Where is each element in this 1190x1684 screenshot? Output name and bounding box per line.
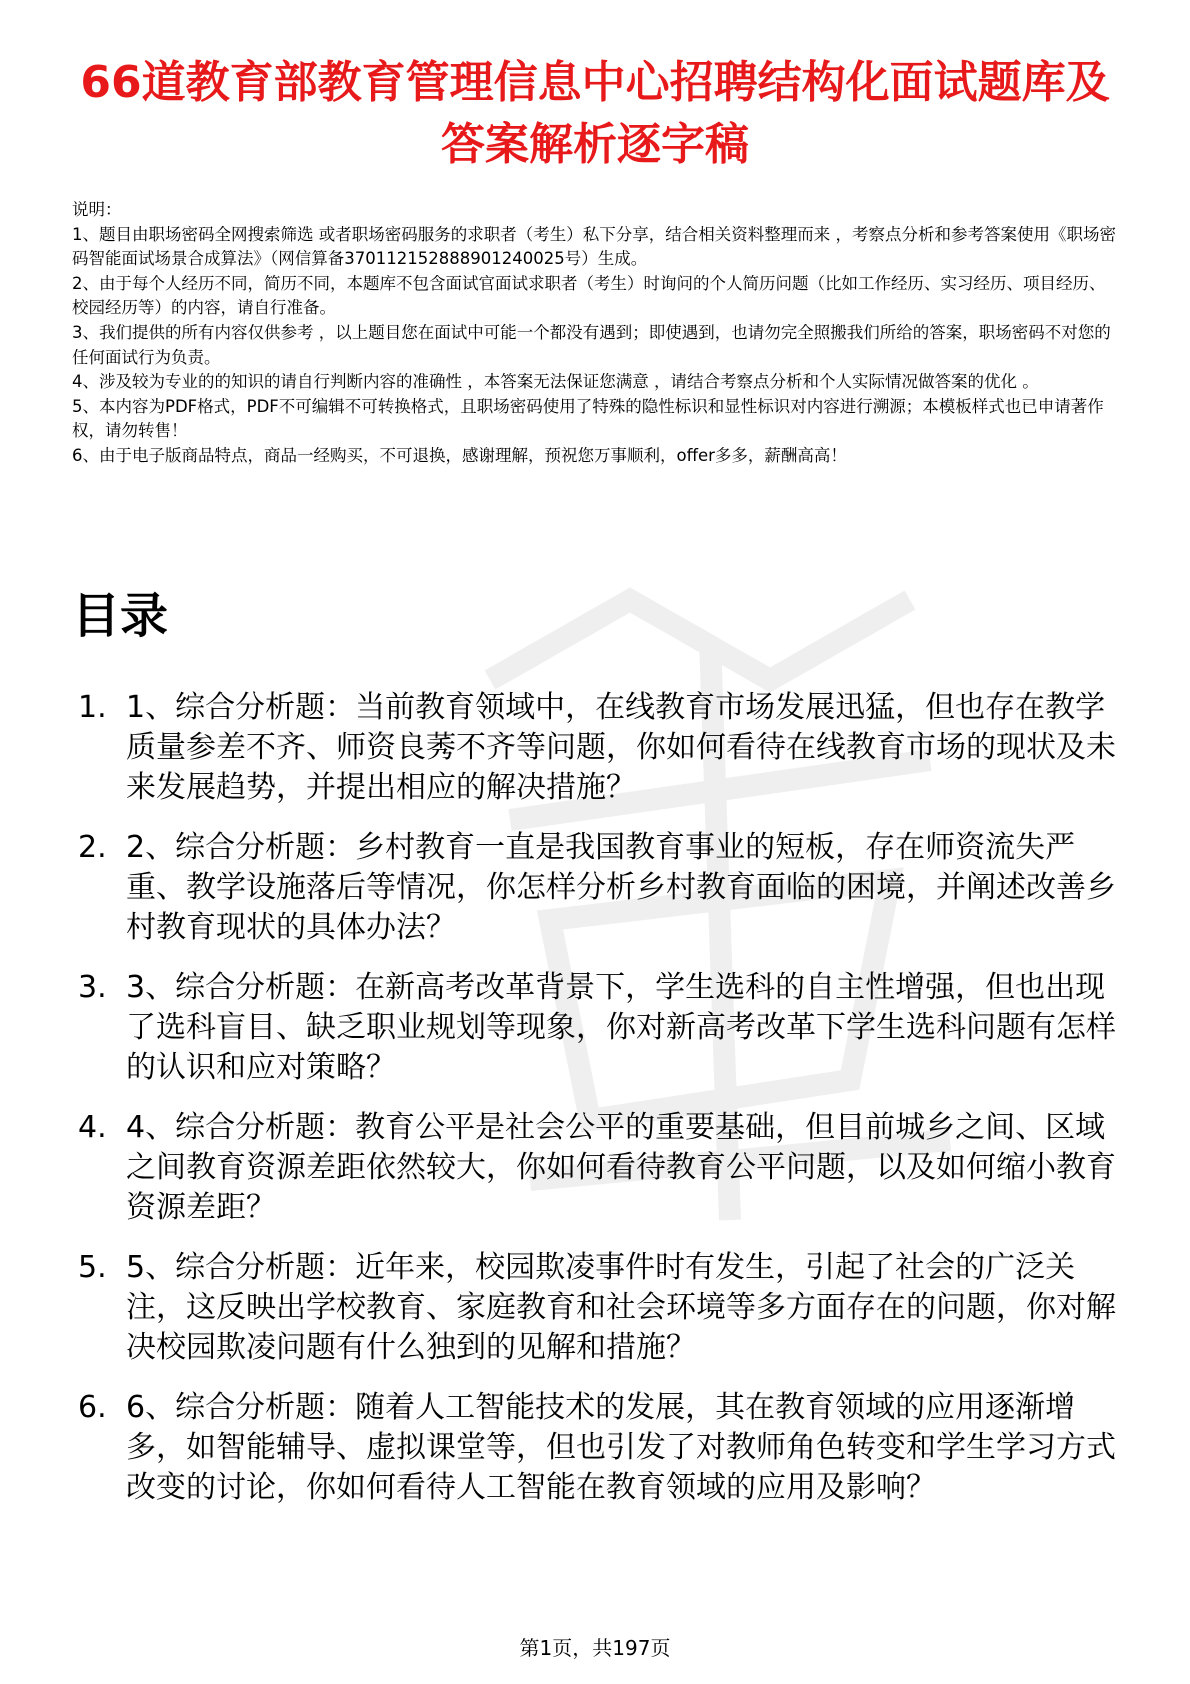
note-item-6: 6、由于电子版商品特点，商品一经购买，不可退换，感谢理解，预祝您万事顺利，offer多多，薪酬高高！ [72, 445, 847, 465]
toc-item[interactable] [72, 828, 1120, 948]
note-item-2: 2、由于每个人经历不同，简历不同，本题库不包含面试官面试求职者（考生）时询问的个人简历问题（比如工作经历、实习经历、项目经历、校园经历等）的内容，请自行准备。 [72, 273, 1106, 318]
notes-heading: 说明： [72, 200, 122, 219]
toc-item-number: 3. [78, 970, 107, 1005]
page-footer: 第1页，共197页 [519, 1636, 671, 1660]
toc-item-number: 5. [78, 1250, 107, 1285]
toc-item[interactable] [72, 968, 1120, 1088]
toc-item-text[interactable]: 2、综合分析题：乡村教育一直是我国教育事业的短板，存在师资流失严重、教学设施落后等情况，你怎样分析乡村教育面临的困境，并阐述改善乡村教育现状的具体办法？ [126, 830, 1116, 945]
note-item-3: 3、我们提供的所有内容仅供参考 ，以上题目您在面试中可能一个都没有遇到；即使遇到，也请勿完全照搬我们所给的答案，职场密码不对您的任何面试行为负责。 [72, 322, 1111, 367]
toc-item-number: 1. [78, 690, 107, 725]
document-title: 66道教育部教育管理信息中心招聘结构化面试题库及答案解析逐字稿 [80, 57, 1110, 170]
toc-item-text[interactable]: 1、综合分析题：当前教育领域中，在线教育市场发展迅猛，但也存在教学质量参差不齐、师资良莠不齐等问题，你如何看待在线教育市场的现状及未来发展趋势，并提出相应的解决措施？ [126, 690, 1116, 805]
note-item-5: 5、本内容为PDF格式，PDF不可编辑不可转换格式，且职场密码使用了特殊的隐性标识和显性标识对内容进行溯源；本模板样式也已申请著作权，请勿转售！ [72, 396, 1104, 441]
toc-item-text[interactable]: 6、综合分析题：随着人工智能技术的发展，其在教育领域的应用逐渐增多，如智能辅导、虚拟课堂等，但也引发了对教师角色转变和学生学习方式改变的讨论，你如何看待人工智能在教育领域的应用及影响？ [126, 1390, 1116, 1505]
toc-item[interactable] [72, 688, 1120, 808]
toc-item[interactable] [72, 1108, 1120, 1228]
toc-heading: 目录 [72, 588, 169, 644]
toc-item[interactable] [72, 1388, 1120, 1508]
toc-item[interactable] [72, 1248, 1120, 1368]
notes-section [72, 198, 1118, 469]
toc-item-text[interactable]: 3、综合分析题：在新高考改革背景下，学生选科的自主性增强，但也出现了选科盲目、缺乏职业规划等现象，你对新高考改革下学生选科问题有怎样的认识和应对策略？ [126, 970, 1116, 1085]
note-item-1: 1、题目由职场密码全网搜索筛选 或者职场密码服务的求职者（考生）私下分享，结合相关资料整理而来 ，考察点分析和参考答案使用《职场密码智能面试场景合成算法》（网信算备370112152888901240025号）生成。 [72, 224, 1116, 269]
note-item-4: 4、涉及较为专业的的知识的请自行判断内容的准确性 ，本答案无法保证您满意 ，请结合考察点分析和个人实际情况做答案的优化 。 [72, 372, 1039, 392]
toc-item-number: 6. [78, 1390, 107, 1425]
toc-item-number: 4. [78, 1110, 107, 1145]
toc-item-text[interactable]: 4、综合分析题：教育公平是社会公平的重要基础，但目前城乡之间、区域之间教育资源差距依然较大，你如何看待教育公平问题，以及如何缩小教育资源差距？ [126, 1110, 1116, 1225]
toc-list [72, 688, 1120, 1528]
toc-item-text[interactable]: 5、综合分析题：近年来，校园欺凌事件时有发生，引起了社会的广泛关注，这反映出学校教育、家庭教育和社会环境等多方面存在的问题，你对解决校园欺凌问题有什么独到的见解和措施？ [126, 1250, 1116, 1365]
toc-item-number: 2. [78, 830, 107, 865]
